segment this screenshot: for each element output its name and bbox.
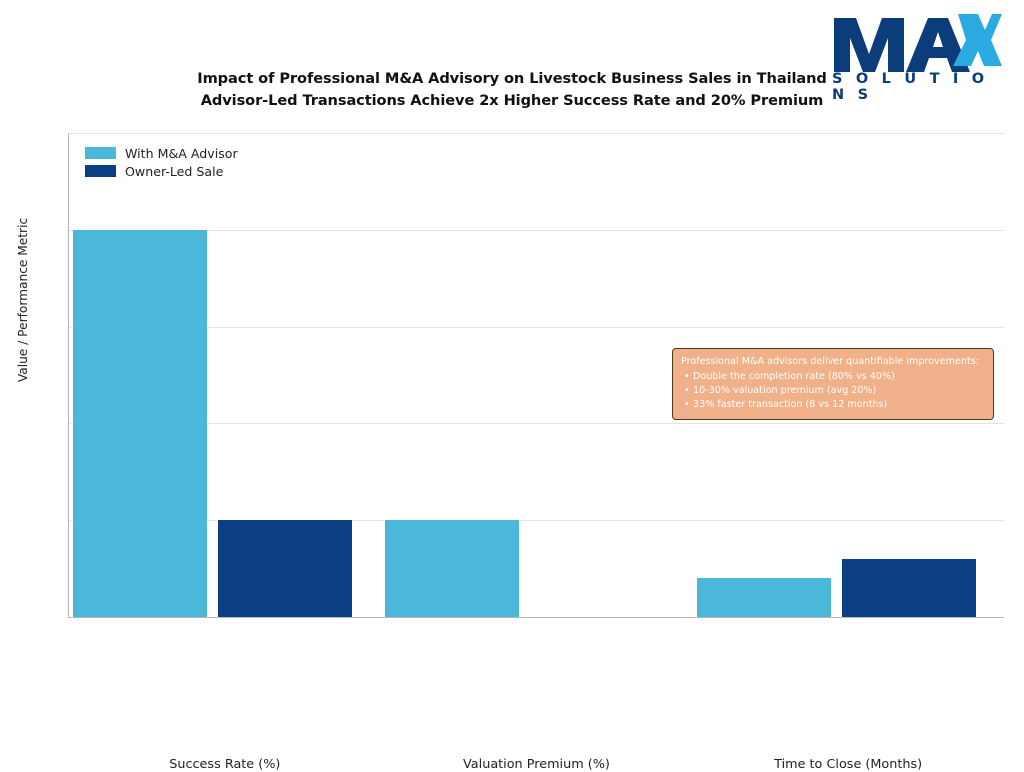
bar-1-0 (385, 520, 519, 617)
annotation-bullet-0: • Double the completion rate (80% vs 40%) (693, 370, 985, 384)
gridline (69, 133, 1004, 134)
annotation-bullet-list (681, 370, 985, 412)
x-tick-label: Time to Close (Months) (774, 757, 923, 772)
annotation-heading: Professional M&A advisors deliver quantifiable improvements: (681, 356, 979, 367)
legend-item-0 (85, 144, 238, 162)
bar-2-1 (842, 559, 976, 617)
chart-subtitle: Advisor-Led Transactions Achieve 2x Higher Success Rate and 20% Premium (200, 92, 824, 109)
legend-swatch-0 (85, 147, 116, 159)
gridline (69, 520, 1004, 521)
legend-item-1 (85, 162, 238, 180)
legend-label-0: With M&A Advisor (125, 145, 238, 161)
bar-2-0 (697, 578, 831, 617)
legend-label-1: Owner-Led Sale (125, 163, 224, 179)
logo-subtitle: S O L U T I O N S (832, 71, 989, 103)
annotation-bullet-1: • 10-30% valuation premium (avg 20%) (693, 384, 985, 398)
x-tick-label: Valuation Premium (%) (463, 757, 610, 772)
gridline (69, 327, 1004, 328)
x-tick-label: Success Rate (%) (169, 757, 281, 772)
annotation-box (672, 348, 994, 420)
annotation-bullet-2: • 33% faster transaction (8 vs 12 months) (693, 398, 985, 412)
gridline (69, 230, 1004, 231)
bar-0-1 (218, 520, 352, 617)
gridline (69, 423, 1004, 424)
logo-max-icon (832, 10, 1002, 80)
chart-title: Impact of Professional M&A Advisory on Livestock Business Sales in Thailand (197, 70, 827, 87)
max-solutions-logo (832, 10, 1002, 105)
legend-swatch-1 (85, 165, 116, 177)
bar-0-0 (73, 230, 207, 617)
y-axis-label: Value / Performance Metric (16, 217, 30, 383)
chart-legend (85, 144, 238, 180)
